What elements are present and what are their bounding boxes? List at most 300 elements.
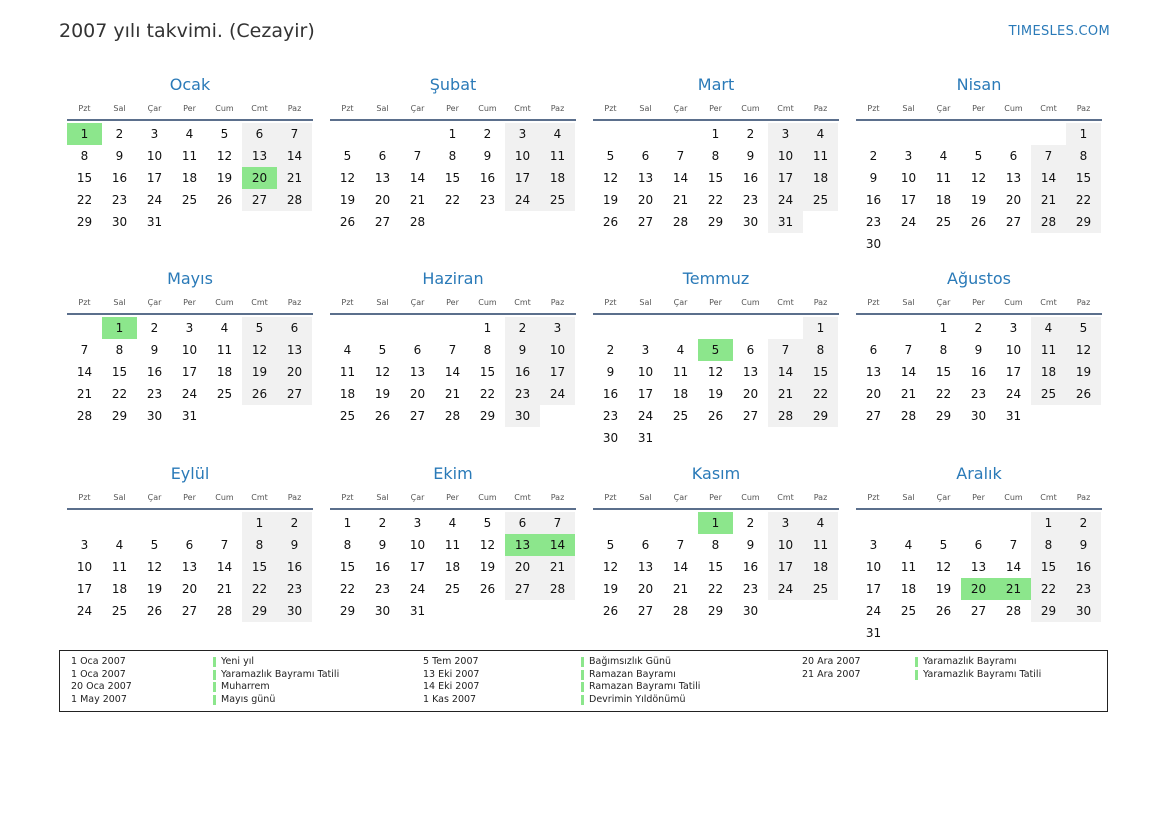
day-cell: 4 xyxy=(904,538,913,552)
day-cell: 28 xyxy=(216,604,233,618)
day-cell: 24 xyxy=(505,189,540,211)
empty-cell xyxy=(1031,123,1066,145)
day-cell: 27 xyxy=(505,578,540,600)
empty-cell xyxy=(628,512,663,534)
day-cell: 19 xyxy=(602,193,619,207)
holiday-date: 20 Ara 2007 xyxy=(802,656,861,667)
holiday-name: Bağımsızlık Günü xyxy=(581,656,671,669)
weekday-label: Per xyxy=(709,297,722,307)
day-cell: 19 xyxy=(1066,361,1101,383)
day-cell: 1 xyxy=(448,127,457,141)
weekday-header xyxy=(330,97,576,121)
day-cell: 21 xyxy=(1031,189,1066,211)
day-cell: 1 xyxy=(343,516,352,530)
day-cell: 5 xyxy=(939,538,948,552)
day-cell: 5 xyxy=(483,516,492,530)
day-cell: 14 xyxy=(1005,560,1022,574)
weekday-label: Pzt xyxy=(341,297,354,307)
weekday-label: Çar xyxy=(673,492,688,502)
holiday-name: Yaramazlık Bayramı Tatili xyxy=(915,669,1041,682)
month-block xyxy=(593,73,839,233)
day-cell: 18 xyxy=(672,387,689,401)
day-cell: 25 xyxy=(181,193,198,207)
day-cell: 5 xyxy=(343,149,352,163)
empty-cell xyxy=(400,123,435,145)
day-cell: 4 xyxy=(939,149,948,163)
day-cell: 16 xyxy=(146,365,163,379)
weekday-label: Per xyxy=(709,103,722,113)
month-block xyxy=(67,267,313,427)
weekday-label: Cum xyxy=(215,297,234,307)
day-cell: 18 xyxy=(935,193,952,207)
month-name: Eylül xyxy=(170,464,210,483)
day-cell: 10 xyxy=(1005,343,1022,357)
empty-cell xyxy=(926,123,961,145)
holiday-date: 1 Oca 2007 xyxy=(71,656,126,667)
weekday-label: Çar xyxy=(936,297,951,307)
day-cell: 26 xyxy=(216,193,233,207)
day-cell: 11 xyxy=(672,365,689,379)
day-cell: 12 xyxy=(935,560,952,574)
weekday-label: Pzt xyxy=(867,492,880,502)
day-cell: 19 xyxy=(602,582,619,596)
day-cell: 15 xyxy=(1066,167,1101,189)
day-cell: 23 xyxy=(1066,578,1101,600)
weekday-label: Per xyxy=(183,103,196,113)
day-cell: 2 xyxy=(378,516,387,530)
day-cell: 25 xyxy=(935,215,952,229)
weekday-label: Per xyxy=(183,492,196,502)
day-cell: 8 xyxy=(448,149,457,163)
day-cell: 29 xyxy=(707,215,724,229)
day-cell: 13 xyxy=(409,365,426,379)
day-cell: 25 xyxy=(216,387,233,401)
day-cell: 2 xyxy=(483,127,492,141)
day-cell: 8 xyxy=(1031,534,1066,556)
day-grid xyxy=(593,510,838,622)
day-cell: 30 xyxy=(742,215,759,229)
weekday-label: Pzt xyxy=(867,297,880,307)
day-cell: 22 xyxy=(242,578,277,600)
weekday-label: Sal xyxy=(639,492,652,502)
day-cell: 5 xyxy=(1066,317,1101,339)
empty-cell xyxy=(733,317,768,339)
day-cell: 7 xyxy=(540,512,575,534)
month-name: Haziran xyxy=(422,269,484,288)
day-cell: 20 xyxy=(1005,193,1022,207)
day-cell: 1 xyxy=(1066,123,1101,145)
day-cell: 1 xyxy=(711,127,720,141)
empty-cell xyxy=(628,317,663,339)
day-cell: 6 xyxy=(1009,149,1018,163)
day-grid xyxy=(67,510,312,622)
day-cell: 22 xyxy=(339,582,356,596)
day-cell: 10 xyxy=(768,145,803,167)
day-cell: 24 xyxy=(900,215,917,229)
empty-cell xyxy=(663,512,698,534)
day-cell: 13 xyxy=(637,171,654,185)
weekday-label: Cmt xyxy=(514,103,531,113)
day-cell: 29 xyxy=(339,604,356,618)
day-cell: 29 xyxy=(935,409,952,423)
day-cell: 4 xyxy=(676,343,685,357)
day-cell: 18 xyxy=(181,171,198,185)
day-cell: 21 xyxy=(76,387,93,401)
weekday-label: Çar xyxy=(936,103,951,113)
holiday-day-cell: 5 xyxy=(698,339,733,361)
day-cell: 18 xyxy=(444,560,461,574)
day-cell: 5 xyxy=(378,343,387,357)
weekday-label: Cmt xyxy=(1040,492,1057,502)
day-cell: 16 xyxy=(505,361,540,383)
weekday-label: Paz xyxy=(287,492,302,502)
day-cell: 14 xyxy=(672,560,689,574)
day-cell: 9 xyxy=(505,339,540,361)
day-cell: 14 xyxy=(444,365,461,379)
weekday-header xyxy=(593,291,839,315)
weekday-label: Çar xyxy=(410,297,425,307)
day-cell: 10 xyxy=(505,145,540,167)
day-cell: 7 xyxy=(1009,538,1018,552)
day-cell: 19 xyxy=(479,560,496,574)
day-cell: 9 xyxy=(606,365,615,379)
empty-cell xyxy=(996,123,1031,145)
day-cell: 2 xyxy=(505,317,540,339)
day-cell: 30 xyxy=(277,600,312,622)
day-cell: 4 xyxy=(803,512,838,534)
day-cell: 21 xyxy=(768,383,803,405)
empty-cell xyxy=(856,123,891,145)
day-cell: 29 xyxy=(111,409,128,423)
day-cell: 2 xyxy=(1066,512,1101,534)
holiday-date: 1 May 2007 xyxy=(71,694,127,706)
weekday-label: Çar xyxy=(410,103,425,113)
day-cell: 8 xyxy=(242,534,277,556)
empty-cell xyxy=(137,512,172,534)
empty-cell xyxy=(365,123,400,145)
weekday-label: Cum xyxy=(1004,297,1023,307)
weekday-label: Cum xyxy=(478,297,497,307)
month-block xyxy=(330,462,576,622)
day-cell: 29 xyxy=(707,604,724,618)
day-cell: 16 xyxy=(602,387,619,401)
day-cell: 8 xyxy=(483,343,492,357)
holiday-date: 20 Oca 2007 xyxy=(71,681,132,693)
day-cell: 30 xyxy=(970,409,987,423)
month-name: Ocak xyxy=(169,75,211,94)
day-cell: 29 xyxy=(242,600,277,622)
day-cell: 26 xyxy=(374,409,391,423)
day-cell: 16 xyxy=(865,193,882,207)
day-cell: 17 xyxy=(76,582,93,596)
day-cell: 25 xyxy=(111,604,128,618)
weekday-label: Cmt xyxy=(1040,297,1057,307)
day-cell: 2 xyxy=(974,321,983,335)
weekday-label: Paz xyxy=(287,297,302,307)
day-cell: 20 xyxy=(637,582,654,596)
day-cell: 29 xyxy=(1066,211,1101,233)
month-block xyxy=(856,462,1102,644)
day-cell: 9 xyxy=(150,343,159,357)
day-cell: 8 xyxy=(711,149,720,163)
day-cell: 20 xyxy=(865,387,882,401)
holiday-date: 1 Kas 2007 xyxy=(423,694,477,706)
day-cell: 31 xyxy=(1005,409,1022,423)
weekday-label: Sal xyxy=(376,297,389,307)
day-cell: 7 xyxy=(448,343,457,357)
day-cell: 4 xyxy=(1031,317,1066,339)
day-cell: 24 xyxy=(637,409,654,423)
day-cell: 6 xyxy=(277,317,312,339)
day-cell: 3 xyxy=(869,538,878,552)
weekday-label: Per xyxy=(972,103,985,113)
day-cell: 15 xyxy=(479,365,496,379)
empty-cell xyxy=(961,512,996,534)
day-cell: 22 xyxy=(1031,578,1066,600)
weekday-label: Sal xyxy=(376,492,389,502)
day-cell: 17 xyxy=(181,365,198,379)
day-grid xyxy=(856,315,1101,427)
holiday-date: 5 Tem 2007 xyxy=(423,656,479,667)
weekday-label: Paz xyxy=(287,103,302,113)
day-cell: 13 xyxy=(970,560,987,574)
empty-cell xyxy=(67,317,102,339)
day-cell: 19 xyxy=(935,582,952,596)
month-name: Mayıs xyxy=(167,269,213,288)
day-cell: 19 xyxy=(242,361,277,383)
weekday-label: Sal xyxy=(902,297,915,307)
day-cell: 26 xyxy=(602,215,619,229)
day-cell: 8 xyxy=(1066,145,1101,167)
holiday-day-cell: 1 xyxy=(67,123,102,145)
day-cell: 13 xyxy=(242,145,277,167)
day-cell: 10 xyxy=(76,560,93,574)
day-cell: 8 xyxy=(80,149,89,163)
weekday-label: Per xyxy=(446,103,459,113)
weekday-label: Cmt xyxy=(777,103,794,113)
weekday-label: Pzt xyxy=(604,103,617,113)
day-cell: 11 xyxy=(1031,339,1066,361)
site-link[interactable]: TIMESLES.COM xyxy=(1008,24,1110,39)
day-cell: 12 xyxy=(1066,339,1101,361)
day-cell: 17 xyxy=(900,193,917,207)
day-cell: 20 xyxy=(409,387,426,401)
day-cell: 23 xyxy=(742,193,759,207)
day-cell: 1 xyxy=(1031,512,1066,534)
day-cell: 6 xyxy=(185,538,194,552)
day-cell: 11 xyxy=(900,560,917,574)
day-cell: 3 xyxy=(540,317,575,339)
day-cell: 28 xyxy=(672,215,689,229)
day-cell: 30 xyxy=(865,237,882,251)
day-cell: 16 xyxy=(374,560,391,574)
weekday-header xyxy=(67,291,313,315)
day-cell: 3 xyxy=(768,512,803,534)
month-block xyxy=(856,73,1102,255)
day-cell: 11 xyxy=(540,145,575,167)
day-cell: 3 xyxy=(641,343,650,357)
day-cell: 27 xyxy=(277,383,312,405)
day-cell: 10 xyxy=(540,339,575,361)
empty-cell xyxy=(891,512,926,534)
day-cell: 9 xyxy=(378,538,387,552)
weekday-label: Cum xyxy=(215,492,234,502)
day-cell: 29 xyxy=(803,405,838,427)
day-cell: 31 xyxy=(637,431,654,445)
day-cell: 30 xyxy=(505,405,540,427)
day-cell: 22 xyxy=(1066,189,1101,211)
day-cell: 25 xyxy=(444,582,461,596)
weekday-label: Cmt xyxy=(251,492,268,502)
weekday-header xyxy=(330,486,576,510)
day-cell: 20 xyxy=(181,582,198,596)
month-block xyxy=(593,267,839,449)
day-cell: 12 xyxy=(374,365,391,379)
month-name: Kasım xyxy=(691,464,741,483)
day-cell: 20 xyxy=(374,193,391,207)
day-cell: 23 xyxy=(505,383,540,405)
day-cell: 8 xyxy=(939,343,948,357)
weekday-label: Çar xyxy=(410,492,425,502)
day-cell: 4 xyxy=(343,343,352,357)
day-cell: 3 xyxy=(768,123,803,145)
month-block xyxy=(593,462,839,622)
holiday-day-cell: 14 xyxy=(540,534,575,556)
day-cell: 9 xyxy=(277,534,312,556)
day-cell: 19 xyxy=(146,582,163,596)
day-cell: 16 xyxy=(970,365,987,379)
day-cell: 15 xyxy=(803,361,838,383)
day-cell: 10 xyxy=(409,538,426,552)
holiday-legend xyxy=(59,650,1108,712)
day-cell: 21 xyxy=(216,582,233,596)
day-cell: 23 xyxy=(742,582,759,596)
day-cell: 23 xyxy=(146,387,163,401)
day-cell: 18 xyxy=(803,167,838,189)
day-cell: 26 xyxy=(242,383,277,405)
month-block xyxy=(330,73,576,233)
empty-cell xyxy=(207,512,242,534)
day-cell: 3 xyxy=(413,516,422,530)
day-cell: 11 xyxy=(803,145,838,167)
day-cell: 5 xyxy=(220,127,229,141)
empty-cell xyxy=(435,317,470,339)
weekday-header xyxy=(593,97,839,121)
month-name: Aralık xyxy=(956,464,1002,483)
weekday-label: Çar xyxy=(147,492,162,502)
day-grid xyxy=(856,121,1101,255)
day-cell: 30 xyxy=(1066,600,1101,622)
day-cell: 24 xyxy=(1005,387,1022,401)
day-cell: 18 xyxy=(1031,361,1066,383)
day-cell: 27 xyxy=(637,604,654,618)
day-cell: 13 xyxy=(277,339,312,361)
day-cell: 24 xyxy=(768,578,803,600)
day-cell: 17 xyxy=(409,560,426,574)
day-cell: 21 xyxy=(540,556,575,578)
holiday-name: Muharrem xyxy=(213,681,270,694)
day-grid xyxy=(593,121,838,233)
day-cell: 22 xyxy=(76,193,93,207)
day-cell: 1 xyxy=(483,321,492,335)
weekday-header xyxy=(856,97,1102,121)
day-cell: 28 xyxy=(540,578,575,600)
empty-cell xyxy=(400,317,435,339)
day-cell: 2 xyxy=(746,516,755,530)
day-cell: 27 xyxy=(409,409,426,423)
day-cell: 5 xyxy=(974,149,983,163)
weekday-label: Cum xyxy=(478,492,497,502)
weekday-label: Sal xyxy=(902,492,915,502)
day-cell: 28 xyxy=(1031,211,1066,233)
empty-cell xyxy=(926,512,961,534)
day-cell: 18 xyxy=(540,167,575,189)
day-cell: 25 xyxy=(803,578,838,600)
month-name: Şubat xyxy=(429,75,477,94)
weekday-label: Per xyxy=(446,297,459,307)
weekday-label: Sal xyxy=(639,103,652,113)
weekday-label: Çar xyxy=(936,492,951,502)
day-cell: 23 xyxy=(970,387,987,401)
weekday-label: Cum xyxy=(741,103,760,113)
day-cell: 10 xyxy=(900,171,917,185)
month-block xyxy=(856,267,1102,427)
day-cell: 11 xyxy=(444,538,461,552)
day-cell: 16 xyxy=(742,560,759,574)
weekday-label: Paz xyxy=(813,297,828,307)
weekday-label: Per xyxy=(183,297,196,307)
day-cell: 30 xyxy=(742,604,759,618)
day-cell: 26 xyxy=(146,604,163,618)
day-grid xyxy=(330,315,575,427)
day-cell: 11 xyxy=(111,560,128,574)
day-cell: 4 xyxy=(115,538,124,552)
month-block xyxy=(330,267,576,427)
day-cell: 17 xyxy=(865,582,882,596)
day-cell: 15 xyxy=(444,171,461,185)
weekday-header xyxy=(856,291,1102,315)
holiday-name: Ramazan Bayramı xyxy=(581,669,676,682)
day-cell: 3 xyxy=(505,123,540,145)
empty-cell xyxy=(961,123,996,145)
weekday-label: Cmt xyxy=(514,492,531,502)
empty-cell xyxy=(768,317,803,339)
day-cell: 23 xyxy=(602,409,619,423)
day-cell: 20 xyxy=(637,193,654,207)
day-cell: 9 xyxy=(974,343,983,357)
month-name: Ekim xyxy=(433,464,473,483)
day-cell: 15 xyxy=(242,556,277,578)
weekday-label: Sal xyxy=(902,103,915,113)
day-cell: 2 xyxy=(115,127,124,141)
weekday-label: Pzt xyxy=(604,492,617,502)
day-cell: 15 xyxy=(935,365,952,379)
empty-cell xyxy=(102,512,137,534)
day-cell: 17 xyxy=(505,167,540,189)
weekday-label: Cum xyxy=(741,297,760,307)
weekday-label: Çar xyxy=(147,103,162,113)
day-cell: 22 xyxy=(707,193,724,207)
day-cell: 10 xyxy=(637,365,654,379)
holiday-name: Yaramazlık Bayramı Tatili xyxy=(213,669,339,682)
day-cell: 27 xyxy=(374,215,391,229)
month-name: Temmuz xyxy=(682,269,750,288)
day-cell: 31 xyxy=(146,215,163,229)
day-cell: 25 xyxy=(900,604,917,618)
day-cell: 17 xyxy=(637,387,654,401)
month-name: Mart xyxy=(697,75,735,94)
empty-cell xyxy=(891,317,926,339)
